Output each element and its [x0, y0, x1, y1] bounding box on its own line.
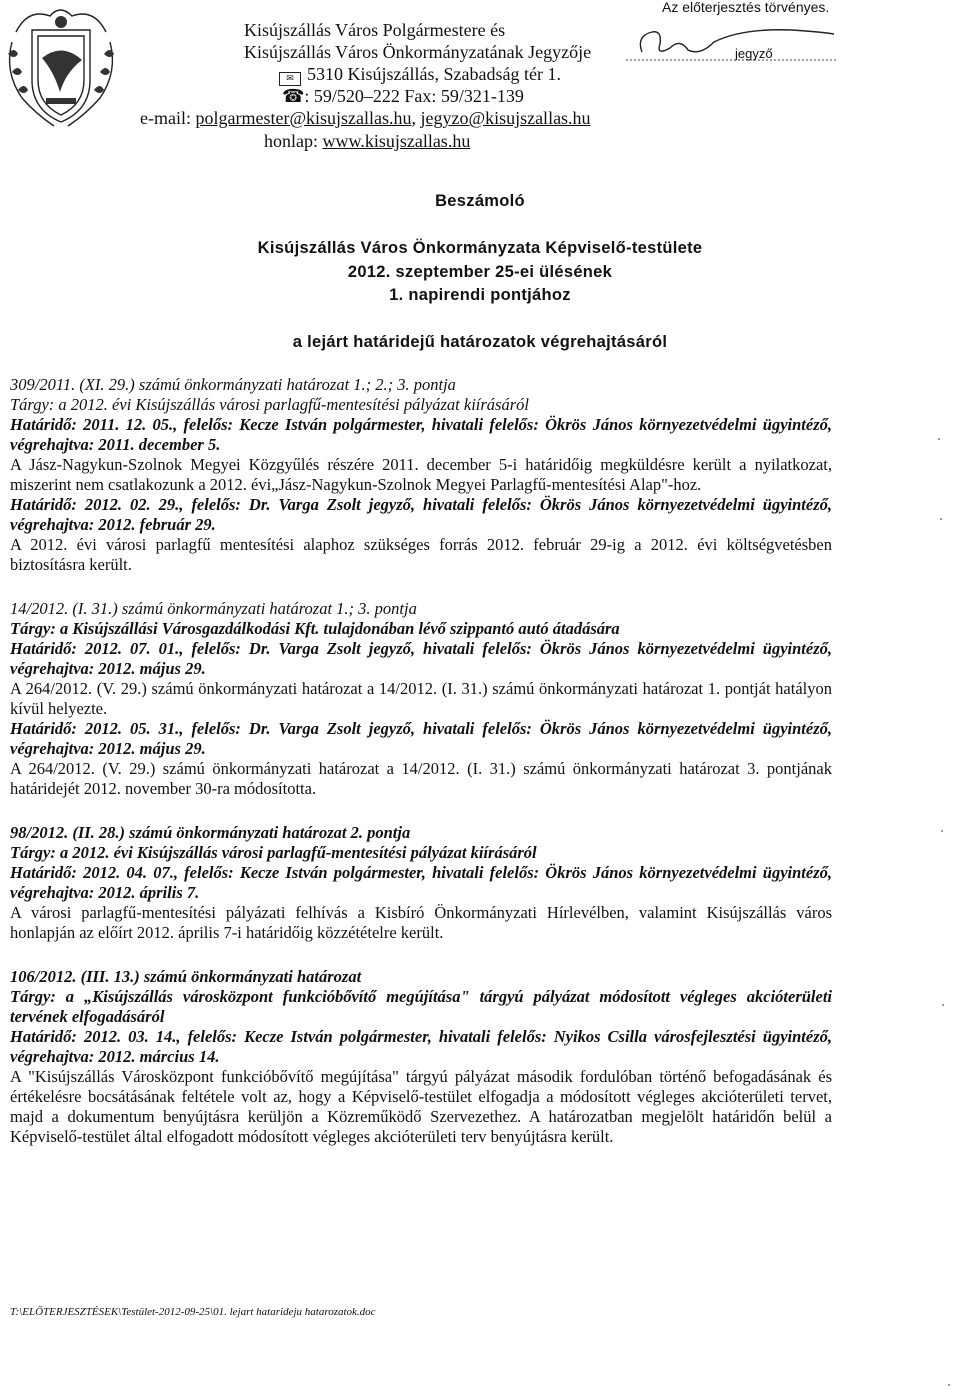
- section-deadline: Határidő: 2012. 05. 31., felelős: Dr. Varga Zsolt jegyző, hivatali felelős: Ökrös János környezetvédelmi ügyintéző, végrehajtva: 2012. május 29.: [10, 719, 832, 758]
- section-text: A Jász-Nagykun-Szolnok Megyei Közgyűlés részére 2011. december 5-i határidőig megküldésre került a nyilatkozat, miszerint nem csatlakozunk a 2012. évi„Jász-Nagykun-Szolnok Megyei Parlagfű-mentesítési Alap"-hoz.: [10, 455, 832, 494]
- section-text: A 264/2012. (V. 29.) számú önkormányzati határozat a 14/2012. (I. 31.) számú önkormányzati határozat 3. pontjának határidejét 2012. november 30-ra módosította.: [10, 759, 832, 798]
- scan-artifact: [940, 518, 942, 520]
- coat-of-arms-icon: [2, 2, 120, 130]
- scan-artifact: [938, 438, 940, 440]
- section-4: [10, 967, 832, 1147]
- section-1: [10, 375, 832, 575]
- section-deadline: Határidő: 2012. 02. 29., felelős: Dr. Varga Zsolt jegyző, hivatali felelős: Ökrös János környezetvédelmi ügyintéző, végrehajtva: 2012. február 29.: [10, 495, 832, 534]
- report-title: Beszámoló: [435, 192, 525, 210]
- header-web: honlap: www.kisujszallas.hu: [264, 131, 471, 151]
- scan-artifact: [941, 830, 943, 832]
- section-3: [10, 823, 832, 943]
- report-agenda: 1. napirendi pontjához: [389, 286, 571, 304]
- signature-caption: jegyző: [735, 46, 773, 61]
- header-phone: ☎: 59/520–222 Fax: 59/321-139: [282, 86, 524, 106]
- header-line-1: Kisújszállás Város Polgármestere és: [244, 20, 506, 40]
- email-link-2[interactable]: jegyzo@kisujszallas.hu: [420, 108, 591, 128]
- section-heading: 106/2012. (III. 13.) számú önkormányzati határozat: [10, 967, 362, 986]
- section-deadline: Határidő: 2012. 03. 14., felelős: Kecze István polgármester, hivatali felelős: Nyikos Csilla városfejlesztési ügyintéző, végrehajtva: 2012. március 14.: [10, 1027, 832, 1066]
- section-text: A városi parlagfű-mentesítési pályázati felhívás a Kisbíró Önkormányzati Hírlevélben, valamint Kisújszállás város honlapján az előírt 2012. április 7-i határidőig közzétételre került.: [10, 903, 832, 942]
- approval-note: Az előterjesztés törvényes.: [662, 0, 830, 15]
- website-link[interactable]: www.kisujszallas.hu: [322, 131, 471, 151]
- report-body: Kisújszállás Város Önkormányzata Képviselő-testülete: [257, 239, 703, 257]
- section-heading: 98/2012. (II. 28.) számú önkormányzati határozat 2. pontja: [10, 823, 411, 842]
- section-heading: 309/2011. (XI. 29.) számú önkormányzati határozat 1.; 2.; 3. pontja: [10, 375, 456, 394]
- signature-icon: [622, 20, 840, 66]
- section-subject: Tárgy: a Kisújszállási Városgazdálkodási Kft. tulajdonában lévő szippantó autó átadására: [10, 619, 620, 638]
- header-email: e-mail: polgarmester@kisujszallas.hu, jegyzo@kisujszallas.hu: [140, 108, 591, 128]
- scan-artifact: [942, 1004, 944, 1006]
- section-deadline: Határidő: 2012. 07. 01., felelős: Dr. Varga Zsolt jegyző, hivatali felelős: Ökrös János környezetvédelmi ügyintéző, végrehajtva: 2012. május 29.: [10, 639, 832, 678]
- section-deadline: Határidő: 2012. 04. 07., felelős: Kecze István polgármester, hivatali felelős: Ökrös János környezetvédelmi ügyintéző, végrehajtva: 2012. április 7.: [10, 863, 832, 902]
- section-2: [10, 599, 832, 799]
- section-text: A "Kisújszállás Városközpont funkcióbővítő megújítása" tárgyú pályázat második fordulóban történő befogadásának és értékelésre bocsátásának feltétele volt az, hogy a Képviselő-testület elfogadja a módosított végleges akcióterületi tervet, majd a dokumentum benyújtásra kerüljön a Közreműködő Szervezethez. A határozatban megjelölt határidőn belül a Képviselő-testület által elfogadott módosított végleges akcióterületi terv benyújtásra került.: [10, 1067, 832, 1146]
- section-subject: Tárgy: a „Kisújszállás városközpont funkcióbővítő megújítása" tárgyú pályázat módosított végleges akcióterületi tervének elfogadásáról: [10, 987, 832, 1026]
- report-subject: a lejárt határidejű határozatok végrehajtásáról: [292, 333, 668, 351]
- file-path-footer: T:\ELŐTERJESZTÉSEK\Testület-2012-09-25\01. lejart hatarideju hatarozatok.doc: [10, 1306, 376, 1318]
- scan-artifact: [948, 1384, 950, 1386]
- section-text: A 264/2012. (V. 29.) számú önkormányzati határozat a 14/2012. (I. 31.) számú önkormányzati határozat 1. pontját hatályon kívül helyezte.: [10, 679, 832, 718]
- section-text: A 2012. évi városi parlagfű mentesítési alaphoz szükséges forrás 2012. február 29-ig a 2012. évi költségvetésben biztosításra került.: [10, 535, 832, 574]
- header-address: ✉ 5310 Kisújszállás, Szabadság tér 1.: [279, 64, 561, 85]
- envelope-icon: ✉: [279, 72, 301, 86]
- section-subject: Tárgy: a 2012. évi Kisújszállás városi parlagfű-mentesítési pályázat kiírásáról: [10, 843, 537, 862]
- header-line-2: Kisújszállás Város Önkormányzatának Jegyzője: [244, 42, 592, 62]
- section-subject: Tárgy: a 2012. évi Kisújszállás városi parlagfű-mentesítési pályázat kiírásáról: [10, 395, 529, 414]
- phone-icon: ☎: [282, 86, 305, 106]
- document-body: [10, 375, 832, 1147]
- section-heading: 14/2012. (I. 31.) számú önkormányzati határozat 1.; 3. pontja: [10, 599, 417, 618]
- report-date: 2012. szeptember 25-ei ülésének: [347, 263, 613, 281]
- section-deadline: Határidő: 2011. 12. 05., felelős: Kecze István polgármester, hivatali felelős: Ökrös János környezetvédelmi ügyintéző, végrehajtva: 2011. december 5.: [10, 415, 832, 454]
- email-link-1[interactable]: polgarmester@kisujszallas.hu: [195, 108, 412, 128]
